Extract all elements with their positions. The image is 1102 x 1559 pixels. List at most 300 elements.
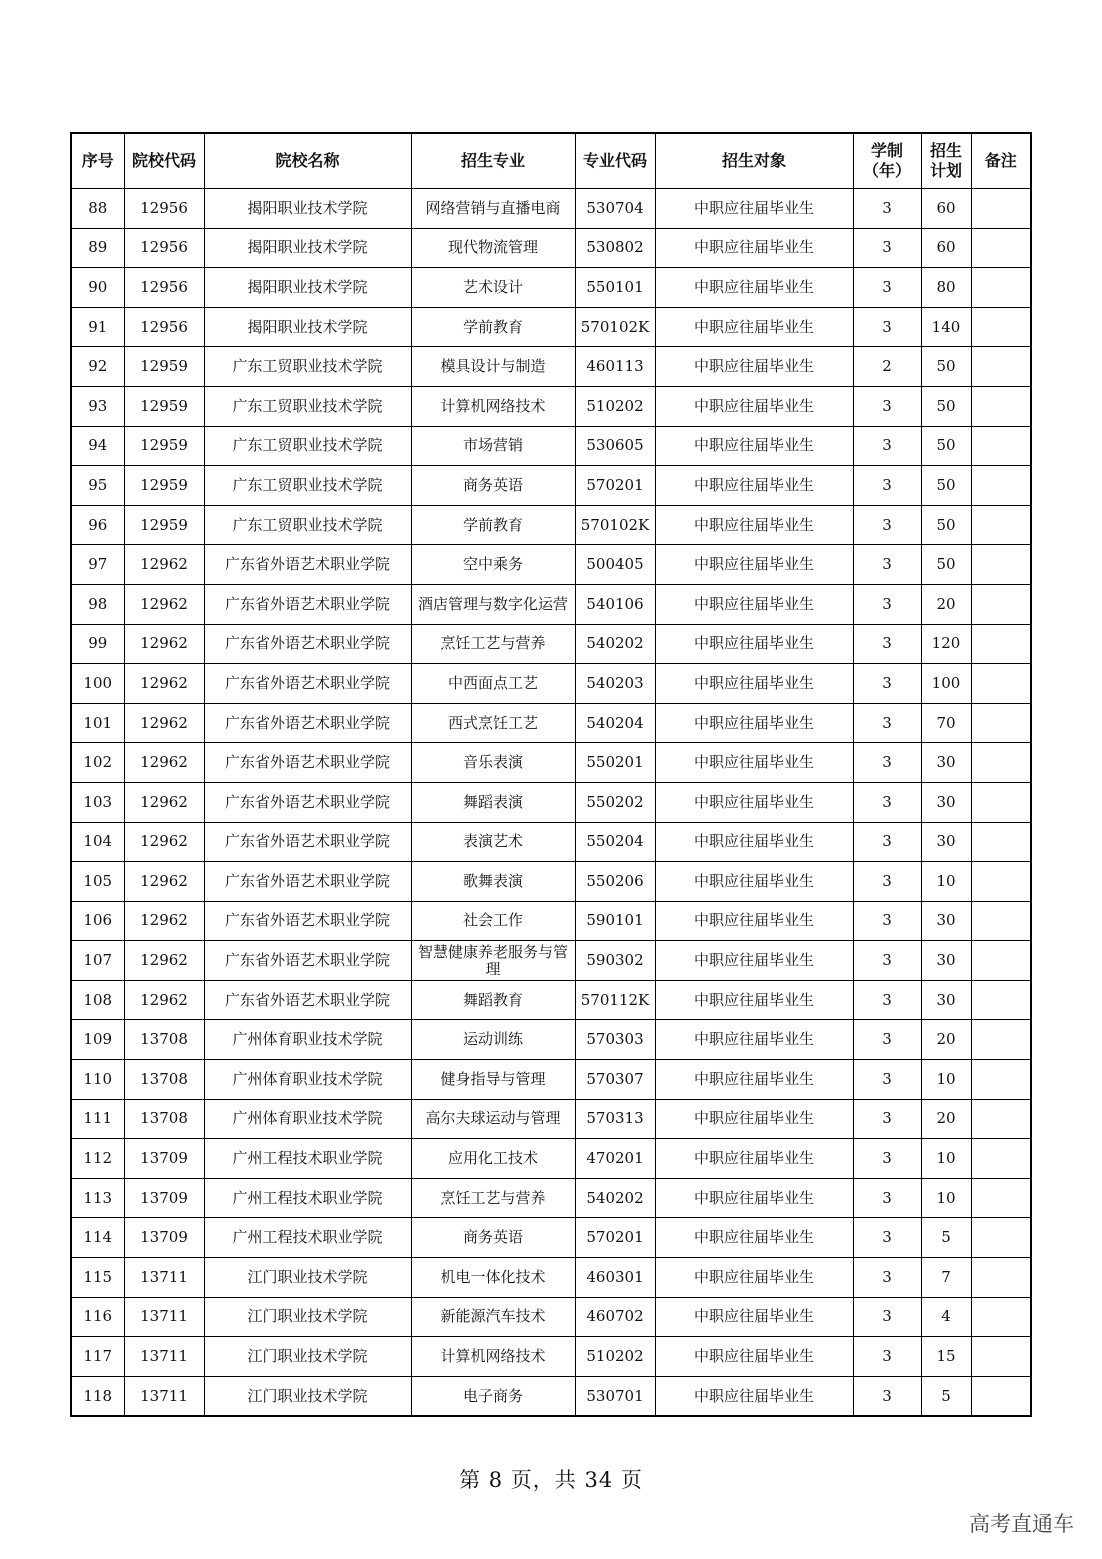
cell-years: 3 <box>853 426 921 466</box>
cell-remark <box>971 1139 1031 1179</box>
cell-major: 机电一体化技术 <box>411 1258 575 1298</box>
cell-seq: 117 <box>71 1337 124 1377</box>
cell-school-code: 12962 <box>124 782 204 822</box>
cell-remark <box>971 505 1031 545</box>
cell-major-code: 540202 <box>575 1178 655 1218</box>
cell-major-code: 550201 <box>575 743 655 783</box>
cell-seq: 110 <box>71 1060 124 1100</box>
cell-school-name: 江门职业技术学院 <box>204 1376 411 1416</box>
cell-school-name: 揭阳职业技术学院 <box>204 268 411 308</box>
table-row <box>71 941 1031 981</box>
cell-remark <box>971 703 1031 743</box>
cell-years: 3 <box>853 1178 921 1218</box>
cell-major-code: 530701 <box>575 1376 655 1416</box>
cell-school-code: 12956 <box>124 228 204 268</box>
cell-major-code: 570307 <box>575 1060 655 1100</box>
cell-target: 中职应往届毕业生 <box>655 1178 853 1218</box>
table-row <box>71 1337 1031 1377</box>
table-row <box>71 1297 1031 1337</box>
cell-target: 中职应往届毕业生 <box>655 386 853 426</box>
cell-plan: 70 <box>921 703 971 743</box>
cell-seq: 99 <box>71 624 124 664</box>
cell-school-name: 广东省外语艺术职业学院 <box>204 822 411 862</box>
cell-years: 3 <box>853 1376 921 1416</box>
cell-plan: 30 <box>921 743 971 783</box>
cell-years: 3 <box>853 980 921 1020</box>
cell-major-code: 590101 <box>575 901 655 941</box>
cell-major: 高尔夫球运动与管理 <box>411 1099 575 1139</box>
cell-target: 中职应往届毕业生 <box>655 228 853 268</box>
cell-remark <box>971 268 1031 308</box>
header-seq: 序号 <box>71 133 124 189</box>
header-years-line2: （年） <box>862 161 911 180</box>
cell-major-code: 540204 <box>575 703 655 743</box>
cell-seq: 107 <box>71 941 124 981</box>
cell-school-code: 12962 <box>124 980 204 1020</box>
cell-school-name: 广东工贸职业技术学院 <box>204 505 411 545</box>
cell-major-code: 570201 <box>575 466 655 506</box>
cell-school-code: 13708 <box>124 1060 204 1100</box>
cell-school-name: 广东省外语艺术职业学院 <box>204 545 411 585</box>
cell-school-name: 广东省外语艺术职业学院 <box>204 624 411 664</box>
cell-school-code: 12956 <box>124 189 204 229</box>
cell-school-name: 广东省外语艺术职业学院 <box>204 862 411 902</box>
cell-years: 3 <box>853 664 921 704</box>
cell-target: 中职应往届毕业生 <box>655 980 853 1020</box>
cell-major-code: 530704 <box>575 189 655 229</box>
cell-plan: 20 <box>921 1099 971 1139</box>
cell-years: 3 <box>853 1139 921 1179</box>
cell-school-name: 广东省外语艺术职业学院 <box>204 782 411 822</box>
cell-seq: 92 <box>71 347 124 387</box>
cell-major: 歌舞表演 <box>411 862 575 902</box>
cell-seq: 95 <box>71 466 124 506</box>
cell-major: 计算机网络技术 <box>411 1337 575 1377</box>
cell-plan: 4 <box>921 1297 971 1337</box>
table-row <box>71 703 1031 743</box>
cell-seq: 111 <box>71 1099 124 1139</box>
cell-school-code: 12962 <box>124 545 204 585</box>
cell-seq: 114 <box>71 1218 124 1258</box>
cell-target: 中职应往届毕业生 <box>655 466 853 506</box>
cell-plan: 60 <box>921 189 971 229</box>
cell-major-code: 460702 <box>575 1297 655 1337</box>
cell-school-name: 江门职业技术学院 <box>204 1258 411 1298</box>
table-row <box>71 1060 1031 1100</box>
table-row <box>71 1258 1031 1298</box>
table-row <box>71 1376 1031 1416</box>
cell-years: 3 <box>853 703 921 743</box>
cell-school-name: 广东省外语艺术职业学院 <box>204 941 411 981</box>
cell-target: 中职应往届毕业生 <box>655 1020 853 1060</box>
cell-school-name: 广州体育职业技术学院 <box>204 1099 411 1139</box>
cell-school-code: 13711 <box>124 1297 204 1337</box>
cell-plan: 5 <box>921 1376 971 1416</box>
cell-remark <box>971 386 1031 426</box>
header-school-code: 院校代码 <box>124 133 204 189</box>
cell-major: 舞蹈表演 <box>411 782 575 822</box>
cell-remark <box>971 822 1031 862</box>
cell-remark <box>971 347 1031 387</box>
cell-remark <box>971 1337 1031 1377</box>
header-school-name: 院校名称 <box>204 133 411 189</box>
cell-target: 中职应往届毕业生 <box>655 822 853 862</box>
cell-remark <box>971 980 1031 1020</box>
cell-school-name: 广东省外语艺术职业学院 <box>204 703 411 743</box>
cell-years: 3 <box>853 268 921 308</box>
cell-years: 3 <box>853 1337 921 1377</box>
table-row <box>71 545 1031 585</box>
cell-school-code: 13711 <box>124 1376 204 1416</box>
cell-school-code: 12959 <box>124 386 204 426</box>
cell-plan: 50 <box>921 426 971 466</box>
header-plan-line1: 招生 <box>929 141 962 160</box>
cell-major: 酒店管理与数字化运营 <box>411 584 575 624</box>
cell-plan: 20 <box>921 1020 971 1060</box>
table-row <box>71 1218 1031 1258</box>
table-row <box>71 584 1031 624</box>
cell-remark <box>971 901 1031 941</box>
cell-major-code: 460301 <box>575 1258 655 1298</box>
header-row <box>71 133 1031 189</box>
cell-major-code: 540203 <box>575 664 655 704</box>
cell-major: 健身指导与管理 <box>411 1060 575 1100</box>
cell-major-code: 470201 <box>575 1139 655 1179</box>
cell-remark <box>971 941 1031 981</box>
cell-years: 3 <box>853 307 921 347</box>
cell-years: 2 <box>853 347 921 387</box>
cell-major-code: 530605 <box>575 426 655 466</box>
cell-years: 3 <box>853 1258 921 1298</box>
cell-remark <box>971 664 1031 704</box>
cell-school-name: 广州工程技术职业学院 <box>204 1178 411 1218</box>
cell-target: 中职应往届毕业生 <box>655 1258 853 1298</box>
cell-years: 3 <box>853 1099 921 1139</box>
cell-plan: 50 <box>921 466 971 506</box>
watermark: 高考直通车 <box>969 1512 1074 1536</box>
cell-major-code: 530802 <box>575 228 655 268</box>
cell-school-code: 12962 <box>124 941 204 981</box>
cell-seq: 103 <box>71 782 124 822</box>
cell-plan: 50 <box>921 386 971 426</box>
cell-major: 音乐表演 <box>411 743 575 783</box>
cell-years: 3 <box>853 782 921 822</box>
cell-major: 现代物流管理 <box>411 228 575 268</box>
cell-years: 3 <box>853 1297 921 1337</box>
cell-major: 网络营销与直播电商 <box>411 189 575 229</box>
cell-school-name: 广东工贸职业技术学院 <box>204 466 411 506</box>
table-row <box>71 980 1031 1020</box>
cell-school-code: 13709 <box>124 1218 204 1258</box>
cell-seq: 118 <box>71 1376 124 1416</box>
cell-target: 中职应往届毕业生 <box>655 584 853 624</box>
cell-target: 中职应往届毕业生 <box>655 624 853 664</box>
cell-years: 3 <box>853 1060 921 1100</box>
cell-school-code: 13711 <box>124 1337 204 1377</box>
cell-major: 烹饪工艺与营养 <box>411 624 575 664</box>
cell-target: 中职应往届毕业生 <box>655 1139 853 1179</box>
cell-seq: 106 <box>71 901 124 941</box>
cell-target: 中职应往届毕业生 <box>655 347 853 387</box>
cell-target: 中职应往届毕业生 <box>655 1099 853 1139</box>
table-row <box>71 426 1031 466</box>
cell-target: 中职应往届毕业生 <box>655 505 853 545</box>
cell-school-name: 广东省外语艺术职业学院 <box>204 901 411 941</box>
page-number: 第 8 页，共 34 页 <box>459 1468 643 1492</box>
cell-school-name: 揭阳职业技术学院 <box>204 228 411 268</box>
cell-plan: 10 <box>921 862 971 902</box>
cell-major-code: 460113 <box>575 347 655 387</box>
table-row <box>71 1178 1031 1218</box>
cell-target: 中职应往届毕业生 <box>655 1060 853 1100</box>
cell-major-code: 590302 <box>575 941 655 981</box>
header-years <box>853 133 921 189</box>
cell-plan: 30 <box>921 901 971 941</box>
cell-remark <box>971 743 1031 783</box>
cell-plan: 50 <box>921 505 971 545</box>
cell-major: 西式烹饪工艺 <box>411 703 575 743</box>
cell-seq: 94 <box>71 426 124 466</box>
cell-major: 模具设计与制造 <box>411 347 575 387</box>
cell-years: 3 <box>853 862 921 902</box>
cell-remark <box>971 545 1031 585</box>
cell-target: 中职应往届毕业生 <box>655 941 853 981</box>
cell-major: 计算机网络技术 <box>411 386 575 426</box>
cell-school-name: 广州体育职业技术学院 <box>204 1060 411 1100</box>
table-body <box>71 189 1031 1417</box>
cell-target: 中职应往届毕业生 <box>655 1376 853 1416</box>
cell-target: 中职应往届毕业生 <box>655 189 853 229</box>
cell-major: 市场营销 <box>411 426 575 466</box>
cell-school-name: 广州工程技术职业学院 <box>204 1218 411 1258</box>
cell-years: 3 <box>853 545 921 585</box>
table-row <box>71 505 1031 545</box>
cell-school-code: 12956 <box>124 268 204 308</box>
table-row <box>71 1099 1031 1139</box>
cell-major: 烹饪工艺与营养 <box>411 1178 575 1218</box>
cell-seq: 102 <box>71 743 124 783</box>
cell-school-name: 广东省外语艺术职业学院 <box>204 664 411 704</box>
cell-target: 中职应往届毕业生 <box>655 307 853 347</box>
cell-school-code: 12962 <box>124 664 204 704</box>
cell-target: 中职应往届毕业生 <box>655 901 853 941</box>
cell-years: 3 <box>853 1020 921 1060</box>
header-major-code: 专业代码 <box>575 133 655 189</box>
cell-school-code: 12959 <box>124 466 204 506</box>
cell-remark <box>971 782 1031 822</box>
table-row <box>71 347 1031 387</box>
cell-remark <box>971 1297 1031 1337</box>
cell-school-name: 广州体育职业技术学院 <box>204 1020 411 1060</box>
cell-school-code: 12962 <box>124 624 204 664</box>
cell-school-name: 广东省外语艺术职业学院 <box>204 584 411 624</box>
cell-school-name: 江门职业技术学院 <box>204 1337 411 1377</box>
cell-remark <box>971 1258 1031 1298</box>
cell-seq: 91 <box>71 307 124 347</box>
cell-major-code: 540106 <box>575 584 655 624</box>
cell-target: 中职应往届毕业生 <box>655 545 853 585</box>
cell-school-code: 13709 <box>124 1178 204 1218</box>
cell-target: 中职应往届毕业生 <box>655 743 853 783</box>
cell-school-code: 12962 <box>124 862 204 902</box>
cell-target: 中职应往届毕业生 <box>655 426 853 466</box>
cell-remark <box>971 466 1031 506</box>
cell-remark <box>971 1099 1031 1139</box>
cell-plan: 7 <box>921 1258 971 1298</box>
cell-school-name: 广东工贸职业技术学院 <box>204 426 411 466</box>
table-row <box>71 624 1031 664</box>
table-row <box>71 1139 1031 1179</box>
cell-plan: 50 <box>921 347 971 387</box>
cell-school-code: 13708 <box>124 1020 204 1060</box>
table-row <box>71 189 1031 229</box>
cell-seq: 105 <box>71 862 124 902</box>
cell-major-code: 550204 <box>575 822 655 862</box>
cell-remark <box>971 584 1031 624</box>
cell-seq: 108 <box>71 980 124 1020</box>
cell-major-code: 570102K <box>575 307 655 347</box>
cell-major: 艺术设计 <box>411 268 575 308</box>
cell-seq: 104 <box>71 822 124 862</box>
cell-years: 3 <box>853 228 921 268</box>
cell-years: 3 <box>853 1218 921 1258</box>
table-row <box>71 386 1031 426</box>
cell-major-code: 540202 <box>575 624 655 664</box>
table-row <box>71 664 1031 704</box>
cell-seq: 97 <box>71 545 124 585</box>
enrollment-table <box>70 132 1032 1417</box>
cell-target: 中职应往届毕业生 <box>655 1297 853 1337</box>
cell-school-code: 12959 <box>124 505 204 545</box>
cell-years: 3 <box>853 189 921 229</box>
table-row <box>71 822 1031 862</box>
cell-major: 学前教育 <box>411 505 575 545</box>
cell-school-name: 广东工贸职业技术学院 <box>204 347 411 387</box>
cell-seq: 100 <box>71 664 124 704</box>
cell-plan: 140 <box>921 307 971 347</box>
table-row <box>71 901 1031 941</box>
table-row <box>71 862 1031 902</box>
cell-target: 中职应往届毕业生 <box>655 862 853 902</box>
cell-plan: 60 <box>921 228 971 268</box>
cell-plan: 10 <box>921 1139 971 1179</box>
cell-school-code: 12959 <box>124 347 204 387</box>
cell-major-code: 510202 <box>575 1337 655 1377</box>
table-row <box>71 1020 1031 1060</box>
cell-remark <box>971 1218 1031 1258</box>
cell-target: 中职应往届毕业生 <box>655 268 853 308</box>
cell-remark <box>971 426 1031 466</box>
cell-remark <box>971 1376 1031 1416</box>
cell-seq: 109 <box>71 1020 124 1060</box>
cell-plan: 120 <box>921 624 971 664</box>
table-row <box>71 743 1031 783</box>
cell-plan: 80 <box>921 268 971 308</box>
cell-school-code: 12962 <box>124 743 204 783</box>
cell-years: 3 <box>853 624 921 664</box>
table-row <box>71 268 1031 308</box>
cell-years: 3 <box>853 743 921 783</box>
cell-school-name: 江门职业技术学院 <box>204 1297 411 1337</box>
header-target: 招生对象 <box>655 133 853 189</box>
cell-plan: 100 <box>921 664 971 704</box>
cell-major-code: 570201 <box>575 1218 655 1258</box>
cell-seq: 115 <box>71 1258 124 1298</box>
cell-seq: 90 <box>71 268 124 308</box>
cell-seq: 93 <box>71 386 124 426</box>
cell-major: 学前教育 <box>411 307 575 347</box>
cell-target: 中职应往届毕业生 <box>655 1337 853 1377</box>
cell-school-code: 12962 <box>124 584 204 624</box>
cell-major: 商务英语 <box>411 466 575 506</box>
cell-seq: 101 <box>71 703 124 743</box>
cell-years: 3 <box>853 822 921 862</box>
cell-major: 电子商务 <box>411 1376 575 1416</box>
cell-years: 3 <box>853 505 921 545</box>
cell-seq: 96 <box>71 505 124 545</box>
cell-plan: 15 <box>921 1337 971 1377</box>
cell-remark <box>971 1178 1031 1218</box>
cell-seq: 98 <box>71 584 124 624</box>
cell-school-code: 13708 <box>124 1099 204 1139</box>
cell-plan: 20 <box>921 584 971 624</box>
header-major: 招生专业 <box>411 133 575 189</box>
cell-major: 商务英语 <box>411 1218 575 1258</box>
cell-seq: 112 <box>71 1139 124 1179</box>
cell-remark <box>971 624 1031 664</box>
cell-school-code: 12956 <box>124 307 204 347</box>
cell-target: 中职应往届毕业生 <box>655 782 853 822</box>
cell-remark <box>971 862 1031 902</box>
cell-major: 舞蹈教育 <box>411 980 575 1020</box>
cell-school-name: 揭阳职业技术学院 <box>204 307 411 347</box>
table-row <box>71 466 1031 506</box>
header-plan <box>921 133 971 189</box>
cell-major-code: 550202 <box>575 782 655 822</box>
cell-major: 社会工作 <box>411 901 575 941</box>
cell-school-name: 广东工贸职业技术学院 <box>204 386 411 426</box>
cell-seq: 113 <box>71 1178 124 1218</box>
cell-years: 3 <box>853 466 921 506</box>
cell-major-code: 550101 <box>575 268 655 308</box>
cell-plan: 50 <box>921 545 971 585</box>
cell-major: 运动训练 <box>411 1020 575 1060</box>
cell-major: 空中乘务 <box>411 545 575 585</box>
cell-years: 3 <box>853 386 921 426</box>
cell-school-code: 12962 <box>124 822 204 862</box>
header-remark: 备注 <box>971 133 1031 189</box>
cell-remark <box>971 1060 1031 1100</box>
cell-major: 智慧健康养老服务与管理 <box>411 941 575 981</box>
cell-school-name: 揭阳职业技术学院 <box>204 189 411 229</box>
cell-remark <box>971 307 1031 347</box>
cell-plan: 30 <box>921 980 971 1020</box>
cell-seq: 88 <box>71 189 124 229</box>
header-plan-line2: 计划 <box>929 161 962 180</box>
cell-target: 中职应往届毕业生 <box>655 1218 853 1258</box>
cell-school-code: 12962 <box>124 901 204 941</box>
cell-target: 中职应往届毕业生 <box>655 664 853 704</box>
cell-plan: 10 <box>921 1178 971 1218</box>
cell-plan: 30 <box>921 822 971 862</box>
header-years-line1: 学制 <box>870 141 903 160</box>
cell-seq: 89 <box>71 228 124 268</box>
cell-years: 3 <box>853 941 921 981</box>
cell-major-code: 500405 <box>575 545 655 585</box>
cell-school-code: 13709 <box>124 1139 204 1179</box>
cell-years: 3 <box>853 901 921 941</box>
cell-remark <box>971 189 1031 229</box>
